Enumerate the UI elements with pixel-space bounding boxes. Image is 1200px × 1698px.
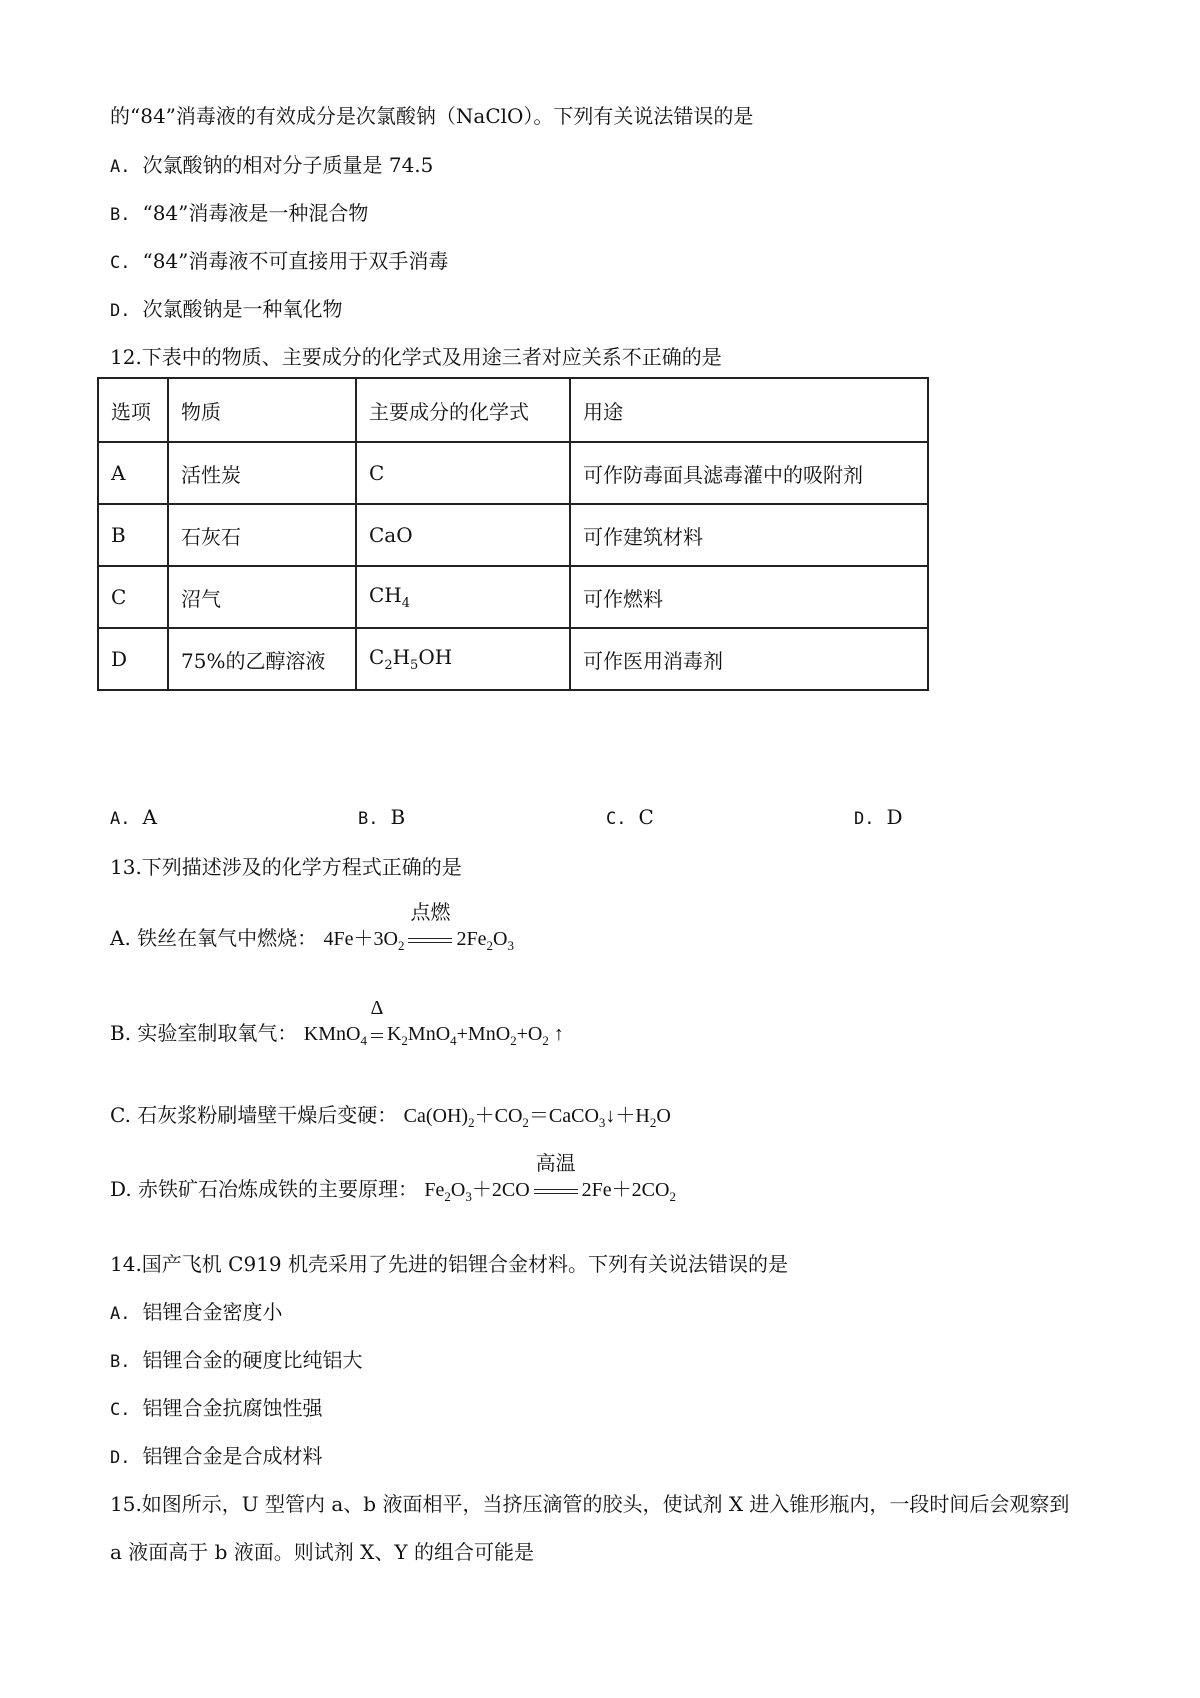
table-cell-option: D [98,628,168,690]
q11-option-b: B. “84”消毒液是一种混合物 [110,201,369,225]
table-header-cell: 用途 [570,378,928,442]
table-cell-formula: $CH_4$ [356,566,570,628]
q11-stem: 的“84”消毒液的有效成分是次氯酸钠（NaClO）。下列有关说法错误的是 [110,104,754,128]
table-cell-formula: CaO [356,504,570,566]
table-cell-formula: C [356,442,570,504]
table-cell-formula: $C_2H_5OH$ [356,628,570,690]
q12-stem: 12.下表中的物质、主要成分的化学式及用途三者对应关系不正确的是 [110,345,722,369]
equation-c: $Ca(OH)_2+CO_2=CaCO_3↓+H_2O$ [403,1105,671,1130]
q12-table [97,377,929,691]
q11-option-a: A. 次氯酸钠的相对分子质量是 74.5 [110,153,434,177]
q15-stem-line1: 15.如图所示，U 型管内 a、b 液面相平，当挤压滴管的胶头，使试剂 X 进入锥形瓶内，一段时间后会观察到 [110,1492,1070,1516]
table-cell-substance: 石灰石 [168,504,356,566]
table-cell-use: 可作建筑材料 [570,504,928,566]
table-header-cell: 选项 [98,378,168,442]
table-cell-option: C [98,566,168,628]
equation-d: $Fe_2O_3+2CO$ 高温 $2Fe+2CO_2$ [424,1153,676,1204]
table-row [98,628,928,690]
q13-stem: 13.下列描述涉及的化学方程式正确的是 [110,855,462,879]
q11-option-c: C. “84”消毒液不可直接用于双手消毒 [110,249,449,273]
q12-answer-c: C. C [606,805,654,829]
q14-option-d: D. 铝锂合金是合成材料 [110,1444,323,1468]
table-row [98,442,928,504]
table-cell-substance: 沼气 [168,566,356,628]
q14-option-b: B. 铝锂合金的硬度比纯铝大 [110,1348,363,1372]
table-cell-option: A [98,442,168,504]
table-cell-substance: 活性炭 [168,442,356,504]
q15-stem-line2: a 液面高于 b 液面。则试剂 X、Y 的组合可能是 [110,1540,534,1564]
q12-answer-b: B. B [358,805,406,829]
equation-b: KMnO$_4$ Δ $K_2MnO_4+MnO_2+O_2$ ↑ [303,997,564,1048]
q14-stem: 14.国产飞机 C919 机壳采用了先进的铝锂合金材料。下列有关说法错误的是 [110,1252,788,1276]
q13-option-c: C. 石灰浆粉刷墙壁干燥后变硬： $Ca(OH)_2+CO_2=CaCO_3↓+H_2O$ [110,1103,671,1130]
q14-option-a: A. 铝锂合金密度小 [110,1300,283,1324]
table-cell-use: 可作医用消毒剂 [570,628,928,690]
table-row [98,504,928,566]
table-row [98,566,928,628]
q13-option-a: A. 铁丝在氧气中燃烧： $4Fe+3O_2$ 点燃 $2Fe_2O_3$ [110,902,514,953]
q13-option-b: B. 实验室制取氧气： KMnO$_4$ Δ $K_2MnO_4+MnO_2+O_2$ ↑ [110,997,564,1048]
table-cell-option: B [98,504,168,566]
table-cell-use: 可作防毒面具滤毒灌中的吸附剂 [570,442,928,504]
q12-answer-d: D. D [854,805,903,829]
table-header-cell: 物质 [168,378,356,442]
table-header-row [98,378,928,442]
equation-a: $4Fe+3O_2$ 点燃 $2Fe_2O_3$ [323,902,514,953]
q11-option-d: D. 次氯酸钠是一种氧化物 [110,297,343,321]
table-cell-substance: 75%的乙醇溶液 [168,628,356,690]
q14-option-c: C. 铝锂合金抗腐蚀性强 [110,1396,323,1420]
q12-answer-a: A. A [110,805,157,829]
table-header-cell: 主要成分的化学式 [356,378,570,442]
table-cell-use: 可作燃料 [570,566,928,628]
q13-option-d: D. 赤铁矿石冶炼成铁的主要原理： $Fe_2O_3+2CO$ 高温 $2Fe+2CO_2$ [110,1153,676,1204]
